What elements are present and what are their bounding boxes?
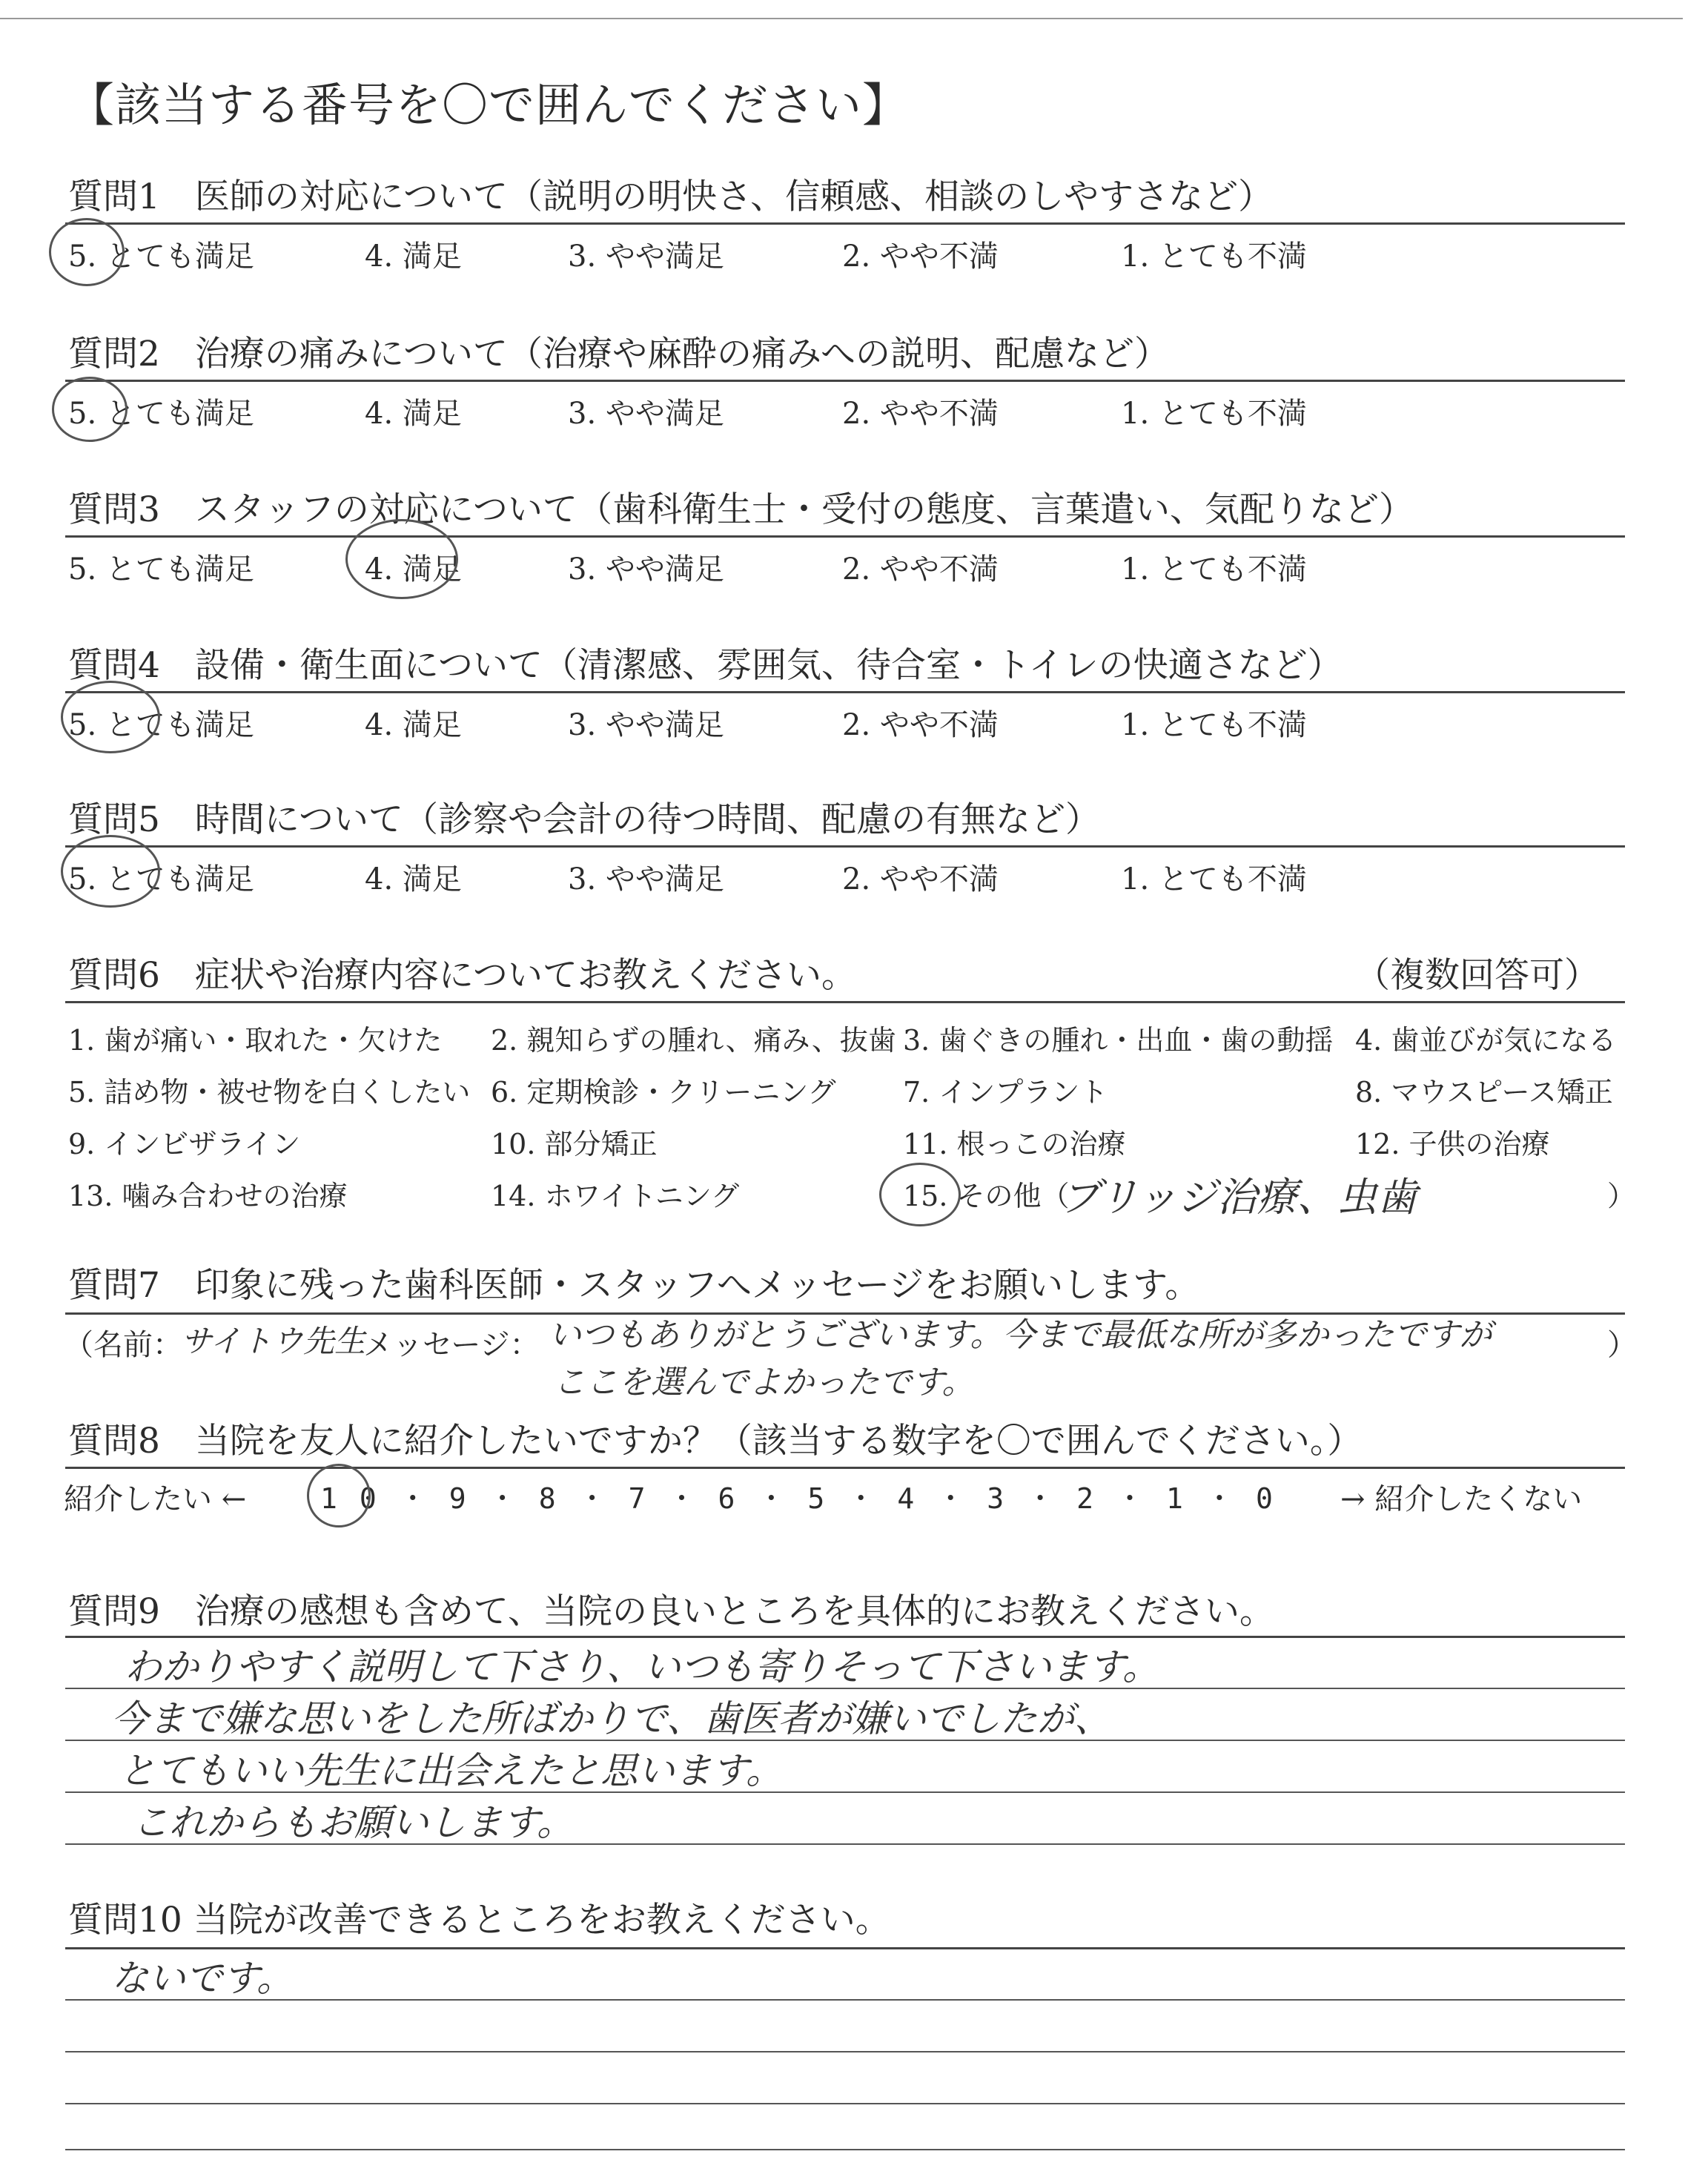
q6-option-14[interactable]: 14. ホワイトニング	[491, 1180, 740, 1212]
q8-dot: ・	[577, 1482, 629, 1515]
q8-score-1[interactable]: 1	[1166, 1482, 1205, 1515]
q8-left-label: 紹介したい ←	[64, 1482, 247, 1516]
q8-score-0[interactable]: 0	[1255, 1482, 1295, 1515]
q5-answer-circle	[61, 835, 160, 908]
q3-option-1[interactable]: 1. とても不満	[1121, 552, 1307, 587]
q3-rule	[65, 535, 1625, 538]
q6-option-6[interactable]: 6. 定期検診・クリーニング	[491, 1076, 836, 1109]
q5-option-1[interactable]: 1. とても不満	[1121, 862, 1307, 896]
q8-score-4[interactable]: 4	[897, 1482, 937, 1515]
q3-heading: 質問3 スタッフの対応について（歯科衛生士・受付の態度、言葉遣い、気配りなど）	[68, 489, 1414, 530]
q8-score-9[interactable]: 9	[448, 1482, 489, 1515]
q6-option-4[interactable]: 4. 歯並びが気になる	[1355, 1024, 1617, 1057]
q6-rule	[65, 1001, 1625, 1003]
q8-score-5[interactable]: 5	[807, 1482, 847, 1515]
q4-option-4[interactable]: 4. 満足	[365, 708, 462, 742]
q8-score-6[interactable]: 6	[718, 1482, 758, 1515]
q8-dot: ・	[757, 1482, 808, 1515]
q5-option-4[interactable]: 4. 満足	[365, 862, 462, 896]
q1-option-2[interactable]: 2. やや不満	[842, 240, 999, 274]
q10-rule-1	[65, 1999, 1625, 2001]
scan-edge-line	[0, 18, 1683, 19]
q6-option-7[interactable]: 7. インプラント	[903, 1076, 1108, 1109]
q9-answer-line-2: 今まで嫌な思いをした所ばかりで、歯医者が嫌いでしたが、	[111, 1697, 1111, 1740]
q8-dot: ・	[847, 1482, 898, 1515]
q4-option-1[interactable]: 1. とても不満	[1121, 708, 1307, 742]
q7-message-line-2: ここを選んでよかったです。	[553, 1364, 975, 1401]
q10-rule-3	[65, 2103, 1625, 2104]
q1-option-3[interactable]: 3. やや満足	[568, 240, 724, 274]
q8-rule	[65, 1467, 1625, 1469]
q6-option-12[interactable]: 12. 子供の治療	[1355, 1128, 1550, 1160]
q2-answer-circle	[52, 377, 128, 442]
q9-answer-line-1: わかりやすく説明して下さり、いつも寄りそって下さいます。	[125, 1645, 1159, 1688]
q7-heading: 質問7 印象に残った歯科医師・スタッフへメッセージをお願いします。	[68, 1265, 1200, 1306]
q8-score-2[interactable]: 2	[1076, 1482, 1116, 1515]
q5-option-2[interactable]: 2. やや不満	[842, 862, 999, 896]
q3-answer-circle	[345, 519, 458, 599]
q10-rule-2	[65, 2051, 1625, 2052]
q3-option-3[interactable]: 3. やや満足	[568, 552, 724, 587]
q4-option-3[interactable]: 3. やや満足	[568, 708, 724, 742]
q4-option-5[interactable]: 5. とても満足	[68, 708, 254, 742]
q6-option-11[interactable]: 11. 根っこの治療	[903, 1128, 1126, 1160]
q9-heading: 質問9 治療の感想も含めて、当院の良いところを具体的にお教えください。	[68, 1591, 1274, 1632]
q6-option-1[interactable]: 1. 歯が痛い・取れた・欠けた	[68, 1024, 443, 1057]
q5-rule	[65, 845, 1625, 848]
q6-other-close-paren: ）	[1607, 1180, 1636, 1212]
q8-dot: ・	[1205, 1482, 1256, 1515]
q1-heading: 質問1 医師の対応について（説明の明快さ、信頼感、相談のしやすさなど）	[68, 176, 1274, 217]
q8-dot: ・	[667, 1482, 718, 1515]
q7-name-answer: サイトウ先生	[181, 1323, 366, 1359]
q2-option-5[interactable]: 5. とても満足	[68, 397, 254, 431]
q1-rule	[65, 222, 1625, 225]
q6-option-9[interactable]: 9. インビザライン	[68, 1128, 301, 1160]
q10-rule-4	[65, 2149, 1625, 2150]
q2-rule	[65, 380, 1625, 382]
q4-rule	[65, 691, 1625, 693]
q2-heading: 質問2 治療の痛みについて（治療や麻酔の痛みへの説明、配慮など）	[68, 334, 1170, 374]
q7-name-label: （名前：	[64, 1328, 182, 1362]
q8-dot: ・	[936, 1482, 987, 1515]
q10-answer-line-1: ないです。	[111, 1957, 294, 2000]
q6-answer-circle	[879, 1163, 961, 1226]
q1-option-1[interactable]: 1. とても不満	[1121, 240, 1307, 274]
q2-option-4[interactable]: 4. 満足	[365, 397, 462, 431]
q4-heading: 質問4 設備・衛生面について（清潔感、雰囲気、待合室・トイレの快適さなど）	[68, 645, 1343, 686]
q8-score-10[interactable]: 10	[320, 1482, 399, 1515]
q9-answer-line-3: とてもいい先生に出会えたと思います。	[119, 1749, 783, 1792]
q6-option-2[interactable]: 2. 親知らずの腫れ、痛み、抜歯	[491, 1024, 896, 1057]
q6-multiple-note: （複数回答可）	[1355, 955, 1599, 996]
q10-heading: 質問10 当院が改善できるところをお教えください。	[68, 1900, 890, 1941]
q8-dot: ・	[1116, 1482, 1167, 1515]
q6-option-8[interactable]: 8. マウスピース矯正	[1355, 1076, 1613, 1109]
q3-option-4[interactable]: 4. 満足	[365, 552, 462, 587]
q8-dot: ・	[1026, 1482, 1077, 1515]
q5-option-3[interactable]: 3. やや満足	[568, 862, 724, 896]
q6-option-15[interactable]: 15. その他（	[903, 1180, 1070, 1212]
q8-score-3[interactable]: 3	[987, 1482, 1027, 1515]
q6-option-3[interactable]: 3. 歯ぐきの腫れ・出血・歯の動揺	[903, 1024, 1334, 1057]
q8-dot: ・	[398, 1482, 449, 1515]
q6-option-5[interactable]: 5. 詰め物・被せ物を白くしたい	[68, 1076, 471, 1109]
q7-message-line-1: いつもありがとうございます。今まで最低な所が多かったですが	[549, 1316, 1492, 1354]
q2-option-1[interactable]: 1. とても不満	[1121, 397, 1307, 431]
q6-other-answer: ブリッジ治療、虫歯	[1060, 1174, 1417, 1221]
q6-option-10[interactable]: 10. 部分矯正	[491, 1128, 658, 1160]
q4-option-2[interactable]: 2. やや不満	[842, 708, 999, 742]
q5-option-5[interactable]: 5. とても満足	[68, 862, 254, 896]
q7-message-label: メッセージ：	[363, 1328, 540, 1362]
q6-option-13[interactable]: 13. 噛み合わせの治療	[68, 1180, 348, 1212]
q3-option-2[interactable]: 2. やや不満	[842, 552, 999, 587]
q1-option-5[interactable]: 5. とても満足	[68, 240, 254, 274]
q2-option-3[interactable]: 3. やや満足	[568, 397, 724, 431]
q8-score-7[interactable]: 7	[628, 1482, 668, 1515]
q8-scale[interactable]	[320, 1476, 1295, 1516]
q1-answer-circle	[49, 218, 125, 286]
q8-answer-circle	[307, 1464, 371, 1527]
page-title: 【該当する番号を〇で囲んでください】	[68, 78, 910, 132]
q6-heading: 質問6 症状や治療内容についてお教えください。	[68, 955, 856, 996]
q8-dot: ・	[488, 1482, 539, 1515]
q10-rule-0	[65, 1947, 1625, 1949]
q1-option-4[interactable]: 4. 満足	[365, 240, 462, 274]
q8-heading: 質問8 当院を友人に紹介したいですか？（該当する数字を〇で囲んでください。）	[68, 1421, 1363, 1462]
q8-score-8[interactable]: 8	[538, 1482, 578, 1515]
q7-close-paren: ）	[1607, 1328, 1637, 1362]
q5-heading: 質問5 時間について（診察や会計の待つ時間、配慮の有無など）	[68, 799, 1100, 840]
q3-option-5[interactable]: 5. とても満足	[68, 552, 254, 587]
q2-option-2[interactable]: 2. やや不満	[842, 397, 999, 431]
q9-answer-line-4: これからもお願いします。	[132, 1801, 574, 1844]
q8-right-label: → 紹介したくない	[1340, 1482, 1583, 1516]
q4-answer-circle	[61, 681, 160, 753]
